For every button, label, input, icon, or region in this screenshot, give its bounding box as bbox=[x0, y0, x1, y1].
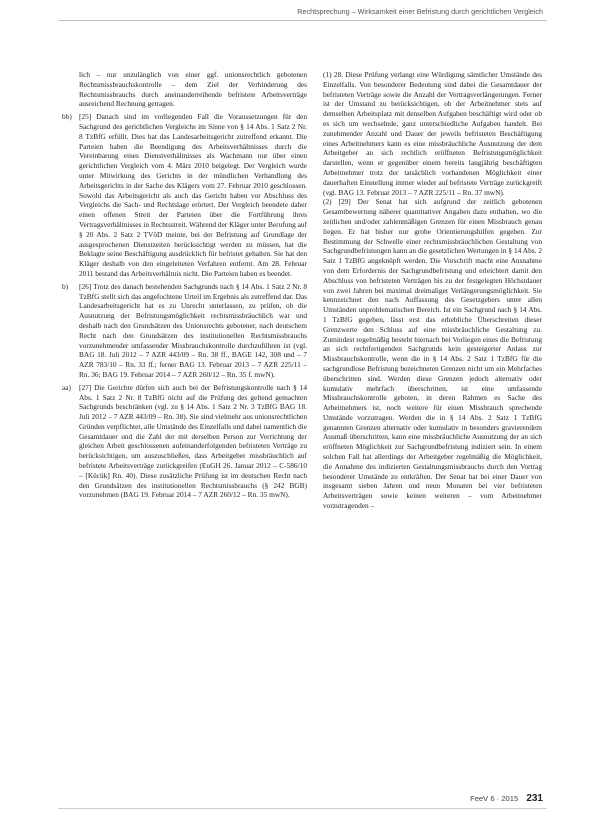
page-number: 231 bbox=[526, 793, 543, 804]
paragraph-text: [27] Die Gerichte dürfen sich auch bei der Befristungskontrolle nach § 14 Abs. 1 Satz 2 Nr. 8 TzBfG nicht auf die Prüfung des geltend gemachten Sachgrunds beschränken (vgl. zu § 14 Abs. 1 Satz 2 Nr. 3 TzBfG BAG 18. Juli 2012 – 7 AZR 443/09 – Rn. 38). Sie sind vielmehr aus unionsrechtlichen Gründen verpflichtet, alle Umstände des Einzelfalls und dabei namentlich die Gesamtdauer und die Zahl der mit derselben Person zur Verrichtung der gleichen Arbeit geschlossenen aufeinanderfolgenden befristeten Verträge zu berücksichtigen, um auszuschließen, dass Arbeitgeber missbräuchlich auf befristete Arbeitsverträge zurückgreifen (EuGH 26. Januar 2012 – C-586/10 – [Kücük] Rn. 40). Diese zusätzliche Prüfung ist im deutschen Recht nach den Grundsätzen des institutionellen Rechtsmissbrauchs (§ 242 BGB) vorzunehmen (BAG 19. Februar 2014 – 7 AZR 260/12 – Rn. 35 mwN). bbox=[79, 382, 307, 500]
left-column bbox=[62, 70, 307, 500]
page-footer bbox=[470, 793, 543, 804]
journal-issue: FeeV 6 · 2015 bbox=[470, 794, 519, 803]
paragraph-text: [26] Trotz des danach bestehenden Sachgrunds nach § 14 Abs. 1 Satz 2 Nr. 8 TzBfG stellt sich das angefochtene Urteil im Ergebnis als zutreffend dar. Das Landesarbeitsgericht hat es zu Unrecht unterlassen, zu prüfen, ob die Ausnutzung der Befristungsmöglichkeit rechtsmissbräuchlich war und deshalb nach den Grundsätzen des Unionsrechts gebotener, nach deutschem Recht nach den Grundsätzen des institutionellen Rechtsmissbrauchs vorzunehmender umfassender Missbrauchskontrolle durchzuführen ist (vgl. BAG 18. Juli 2012 – 7 AZR 443/09 – Rn. 38 ff., BAGE 142, 308 und – 7 AZR 783/10 – Rn. 33 ff.; ferner BAG 13. Februar 2013 – 7 AZR 225/11 – Rn. 36; BAG 19. Februar 2014 – 7 AZR 260/12 – Rn. 35 f. mwN). bbox=[79, 281, 307, 379]
paragraph-29: (2) [29] Der Senat hat sich aufgrund der zeitlich gebotenen Gesamtbewertung näherer quantitativer Angaben dazu enthalten, wo die zeitlichen und/oder zahlenmäßigen Grenzen für einen Missbrauch genau liegen. Er hat bisher nur grobe Orientierungshilfen gegeben. Zur Bestimmung der Schwelle einer rechtsmissbräuchlichen Gestaltung von Sachgrundbefristungen kann an die gesetzlichen Wertungen in § 14 Abs. 2 Satz 1 TzBfG angeknüpft werden. Die Vorschrift macht eine Ausnahme von dem Erfordernis der Sachgrundbefristung und erleichtert damit den Abschluss von befristeten Verträgen bis zu der festgelegten Höchstdauer von zwei Jahren bei maximal dreimaliger Verlängerungsmöglichkeit. Sie kennzeichnet den nach Auffassung des Gesetzgebers unter allen Umständen unproblematischen Bereich. Ist ein Sachgrund nach § 14 Abs. 1 TzBfG gegeben, lässt erst das erhebliche Überschreiten dieser Grenzwerte den Schluss auf eine missbräuchliche Gestaltung zu. Zumindest regelmäßig besteht hiernach bei Vorliegen eines die Befristung an sich rechtfertigenden Sachgrunds kein gesteigerter Anlass zur Missbrauchskontrolle, wenn die in § 14 Abs. 2 Satz 1 TzBfG für die sachgrundlose Befristung bezeichneten Grenzen nicht um ein Mehrfaches überschritten sind. Werden diese Grenzen jedoch alternativ oder kumulativ mehrfach überschritten, ist eine umfassende Missbrauchskontrolle geboten, in deren Rahmen es Sache des Arbeitnehmers ist, noch weitere für einen Missbrauch sprechende Umstände vorzutragen. Werden die in § 14 Abs. 2 Satz 1 TzBfG genannten Grenzen alternativ oder kumulativ in besonders gravierendem Ausmaß überschritten, kann eine missbräuchliche Ausnutzung der an sich eröffneten Möglichkeit zur Sachgrundbefristung indiziert sein. In einem solchen Fall hat allerdings der Arbeitgeber regelmäßig die Möglichkeit, die Annahme des indizierten Gestaltungsmissbrauchs durch den Vortrag besonderer Umstände zu entkräften. Der Senat hat bei einer Dauer von insgesamt sieben Jahren und neun Monaten bei vier befristeten Arbeitsverträgen sowie keinen weiteren – vom Arbeitnehmer vorzutragenden – bbox=[323, 197, 542, 511]
top-rule bbox=[58, 20, 547, 21]
paragraph-marker: b) bbox=[62, 281, 69, 291]
right-column bbox=[323, 70, 542, 511]
paragraph-marker: aa) bbox=[62, 382, 71, 392]
paragraph-continuation: lich – nur unzulänglich von einer ggf. unionsrechtlich gebotenen Rechtsmissbrauchskontrolle – dem Ziel der Verhinderung des Rechtsmissbrauchs durch aneinanderreihende befristete Arbeitsverträge ausreichend Rechnung getragen. bbox=[79, 70, 307, 109]
paragraph-25 bbox=[62, 112, 307, 279]
bottom-rule bbox=[58, 808, 547, 809]
paragraph-27 bbox=[62, 383, 307, 501]
paragraph-text: [25] Danach sind im vorliegenden Fall die Voraussetzungen für den Sachgrund des gerichtlichen Vergleichs im Sinne von § 14 Abs. 1 Satz 2 Nr. 8 TzBfG erfüllt. Dies hat das Landesarbeitsgericht zutreffend erkannt. Die Parteien haben die Beendigung des Arbeitsverhältnisses durch die Vereinbarung eines Dienstverhältnisses als Wachmann nur über einen gerichtlichen Vergleich vom 4. März 2010 beigelegt. Der Vergleich wurde unter Mitwirkung des Gerichts in der mündlichen Verhandlung des Arbeitsgerichts in der Sache des Klägers vom 27. Februar 2010 geschlossen. Sowohl das Arbeitsgericht als auch das Gericht haben vor Abschluss des Vergleichs die Sach- und Rechtslage erörtert. Der Vergleich beendete daher einen offenen Streit der Parteien über die Fortführung ihres Vertragsverhältnisses in Rechtsstreit. Während der Kläger unter Berufung auf § 20 Abs. 2 Satz 2 TVöD meinte, bei der Befristung auf Grundlage der ausgesprochenen Dienstzeiten berücksichtigt werden zu müssen, hat die Beklagte seine Beschäftigung ausdrücklich für befristet gehalten. Sie hat den Kläger deshalb von den eingeleiteten Verfahren entfernt. Am 28. Februar 2011 bestand das Arbeitsverhältnis nicht. Die Parteien haben es beendet. bbox=[79, 112, 307, 278]
paragraph-marker: bb) bbox=[62, 112, 72, 122]
paragraph-28: (1) 28. Diese Prüfung verlangt eine Würdigung sämtlicher Umstände des Einzelfalls. Von besonderer Bedeutung sind dabei die Gesamtdauer der befristeten Verträge sowie die Anzahl der Vertragsverlängerungen. Ferner ist der Umstand zu berücksichtigen, ob der Arbeitnehmer stets auf demselben Arbeitsplatz mit denselben Aufgaben beschäftigt wird oder ob es sich um wechselnde, ganz unterschiedliche Aufgaben handelt. Bei zunehmender Anzahl und Dauer der jeweils befristeten Beschäftigung eines Arbeitnehmers kann es eine missbräuchliche Ausnutzung der dem Arbeitgeber an sich rechtlich eröffneten Befristungsmöglichkeit darstellen, wenn er gegenüber einem bereits langjährig beschäftigten Arbeitnehmer trotz der tatsächlich vorhandenen Möglichkeit einer dauerhaften Einstellung immer wieder auf befristete Verträge zurückgreift (vgl. BAG 13. Februar 2013 – 7 AZR 225/11 – Rn. 37 mwN). bbox=[323, 70, 542, 197]
paragraph-26 bbox=[62, 282, 307, 380]
running-head: Rechtsprechung – Wirksamkeit einer Befristung durch gerichtlichen Vergleich bbox=[297, 7, 543, 16]
